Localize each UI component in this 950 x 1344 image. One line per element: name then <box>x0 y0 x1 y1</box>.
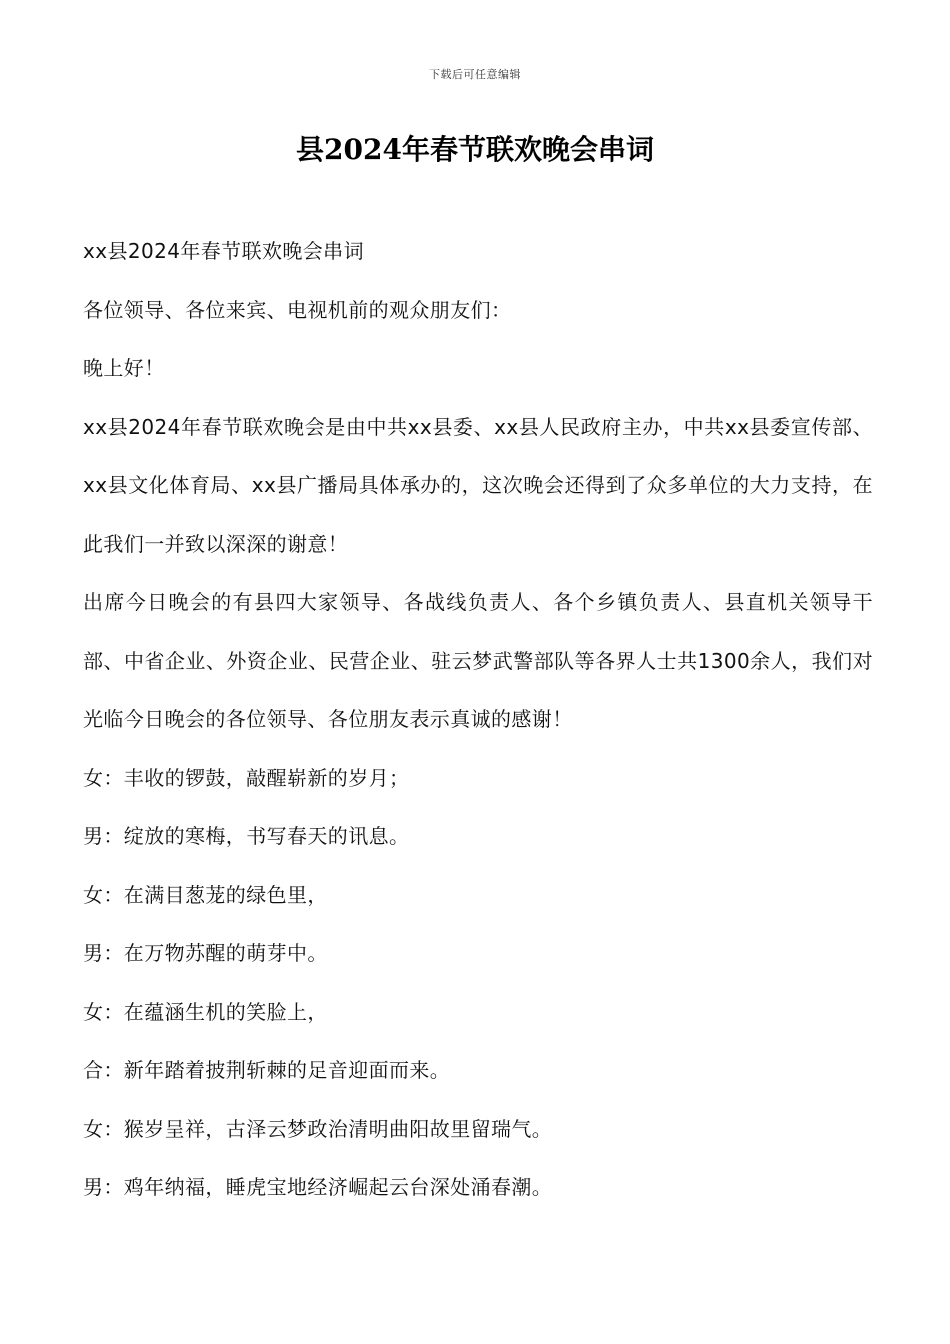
paragraph: 女：丰收的锣鼓，敲醒崭新的岁月； <box>83 765 410 790</box>
paragraph: 女：猴岁呈祥，古泽云梦政治清明曲阳故里留瑞气。 <box>83 1116 553 1141</box>
header-note: 下载后可任意编辑 <box>429 68 521 81</box>
paragraph: 男：在万物苏醒的萌芽中。 <box>83 941 328 965</box>
paragraph: 女：在蕴涵生机的笑脸上， <box>83 999 328 1024</box>
paragraph: 男：鸡年纳福，睡虎宝地经济崛起云台深处涌春潮。 <box>83 1175 553 1199</box>
paragraph: 晚上好！ <box>83 356 165 380</box>
paragraph: 合：新年踏着披荆斩棘的足音迎面而来。 <box>83 1058 451 1082</box>
paragraph: xx县2024年春节联欢晚会是由中共xx县委、xx县人民政府主办，中共xx县委宣传部、xx县文化体育局、xx县广播局具体承办的，这次晚会还得到了众多单位的大力支持，在此我们一并致以深深的谢意！ <box>83 414 873 556</box>
paragraph: 女：在满目葱茏的绿色里， <box>83 882 328 907</box>
paragraph: 男：绽放的寒梅，书写春天的讯息。 <box>83 824 410 848</box>
document-title: 县2024年春节联欢晚会串词 <box>296 133 654 166</box>
paragraph: 出席今日晚会的有县四大家领导、各战线负责人、各个乡镇负责人、县直机关领导干部、中省企业、外资企业、民营企业、驻云梦武警部队等各界人士共1300余人，我们对光临今日晚会的各位领导、各位朋友表示真诚的感谢！ <box>83 590 873 731</box>
paragraph: 各位领导、各位来宾、电视机前的观众朋友们： <box>83 297 512 322</box>
document-body <box>83 222 873 1217</box>
paragraph: xx县2024年春节联欢晚会串词 <box>83 239 364 263</box>
